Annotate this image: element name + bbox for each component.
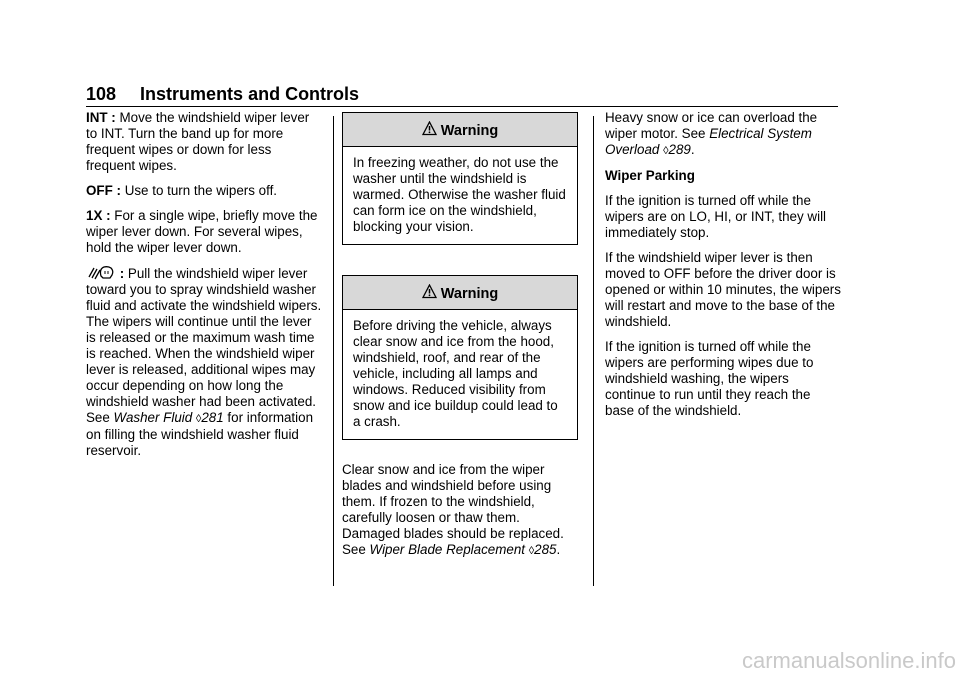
watermark: carmanualsonline.info bbox=[741, 648, 956, 673]
column-divider-1 bbox=[333, 116, 334, 586]
wiper-blade-page[interactable]: 285 bbox=[534, 542, 557, 557]
xref-arrow-icon: ◊ bbox=[663, 145, 669, 157]
wash-text: Pull the windshield wiper lever toward you to spray windshield washer fluid and activate the windshield wipers. The wipers will continue until the lever is released or the maximum wash time is reached. When the windshield wiper lever is released, additional wipes may occur depending on how long the windshield washer had been activated. See bbox=[86, 266, 322, 425]
warning-box-1 bbox=[342, 112, 578, 245]
heavy-end: . bbox=[690, 142, 695, 157]
section-title: Instruments and Controls bbox=[140, 84, 360, 104]
parking-paragraph-2: If the windshield wiper lever is then moved to OFF before the driver door is opened or within 10 minutes, the wipers will restart and move to the base of the windshield. bbox=[605, 250, 841, 329]
clear-text: Clear snow and ice from the wiper blades and windshield before using them. If frozen to the windshield, carefully loosen or thaw them. Damaged blades should be replaced. See bbox=[342, 462, 564, 557]
wiper-blade-link[interactable]: Wiper Blade Replacement bbox=[369, 542, 525, 557]
clear-end: . bbox=[556, 542, 561, 557]
electrical-overload-link[interactable]: Electrical System Overload bbox=[605, 126, 812, 157]
off-label: OFF : bbox=[86, 183, 121, 198]
electrical-overload-page[interactable]: 289 bbox=[668, 142, 691, 157]
warning-triangle-icon bbox=[422, 114, 437, 129]
warning-triangle-icon bbox=[422, 277, 437, 292]
column-2 bbox=[342, 112, 578, 568]
heavy-text: Heavy snow or ice can overload the wiper motor. See bbox=[605, 110, 818, 141]
wiper-parking-heading: Wiper Parking bbox=[605, 168, 695, 183]
heavy-snow-paragraph bbox=[605, 110, 841, 159]
xref-arrow-icon: ◊ bbox=[528, 545, 535, 557]
off-paragraph bbox=[86, 183, 324, 199]
onex-label: 1X : bbox=[86, 208, 111, 223]
int-label: INT : bbox=[86, 110, 116, 125]
parking-paragraph-3: If the ignition is turned off while the wipers are performing wipes due to windshield washing, the wipers continue to run until they reach the base of the windshield. bbox=[605, 339, 814, 418]
column-3 bbox=[605, 110, 841, 428]
parking-paragraph-1: If the ignition is turned off while the wipers are on LO, HI, or INT, they will immediately stop. bbox=[605, 193, 827, 240]
int-text: Move the windshield wiper lever to INT. Turn the band up for more frequent wipes or down for less frequent wipes. bbox=[86, 110, 310, 173]
int-paragraph bbox=[86, 110, 324, 174]
xref-arrow-icon: ◊ bbox=[195, 413, 202, 425]
wash-text-2: for information on filling the windshield washer fluid reservoir. bbox=[86, 410, 314, 458]
warning-body-1: In freezing weather, do not use the washer until the windshield is warmed. Otherwise the washer fluid can form ice on the windshield, blocking your vision. bbox=[353, 155, 566, 234]
page-header bbox=[86, 83, 838, 107]
off-text: Use to turn the wipers off. bbox=[120, 183, 278, 198]
warning-body-2: Before driving the vehicle, always clear snow and ice from the hood, windshield, roof, and rear of the vehicle, including all lamps and windows. Reduced visibility from snow and ice buildup could lead to a crash. bbox=[353, 318, 558, 429]
wash-label: : bbox=[116, 266, 125, 281]
onex-text: For a single wipe, briefly move the wiper lever down. For several wipes, hold the wiper lever down. bbox=[86, 208, 318, 255]
wash-paragraph bbox=[86, 265, 324, 459]
washer-fluid-page[interactable]: 281 bbox=[201, 410, 224, 425]
page-number: 108 bbox=[86, 84, 117, 104]
clear-snow-paragraph bbox=[342, 462, 578, 559]
warning-header-1 bbox=[343, 113, 577, 147]
column-1 bbox=[86, 110, 324, 468]
warning-header-2 bbox=[343, 276, 577, 310]
warning-title-1: Warning bbox=[440, 123, 499, 139]
washer-fluid-link[interactable]: Washer Fluid bbox=[113, 410, 193, 425]
washer-spray-icon bbox=[86, 265, 116, 281]
warning-title-2: Warning bbox=[440, 286, 499, 302]
warning-box-2 bbox=[342, 275, 578, 440]
onex-paragraph bbox=[86, 208, 324, 256]
column-divider-2 bbox=[593, 116, 594, 586]
